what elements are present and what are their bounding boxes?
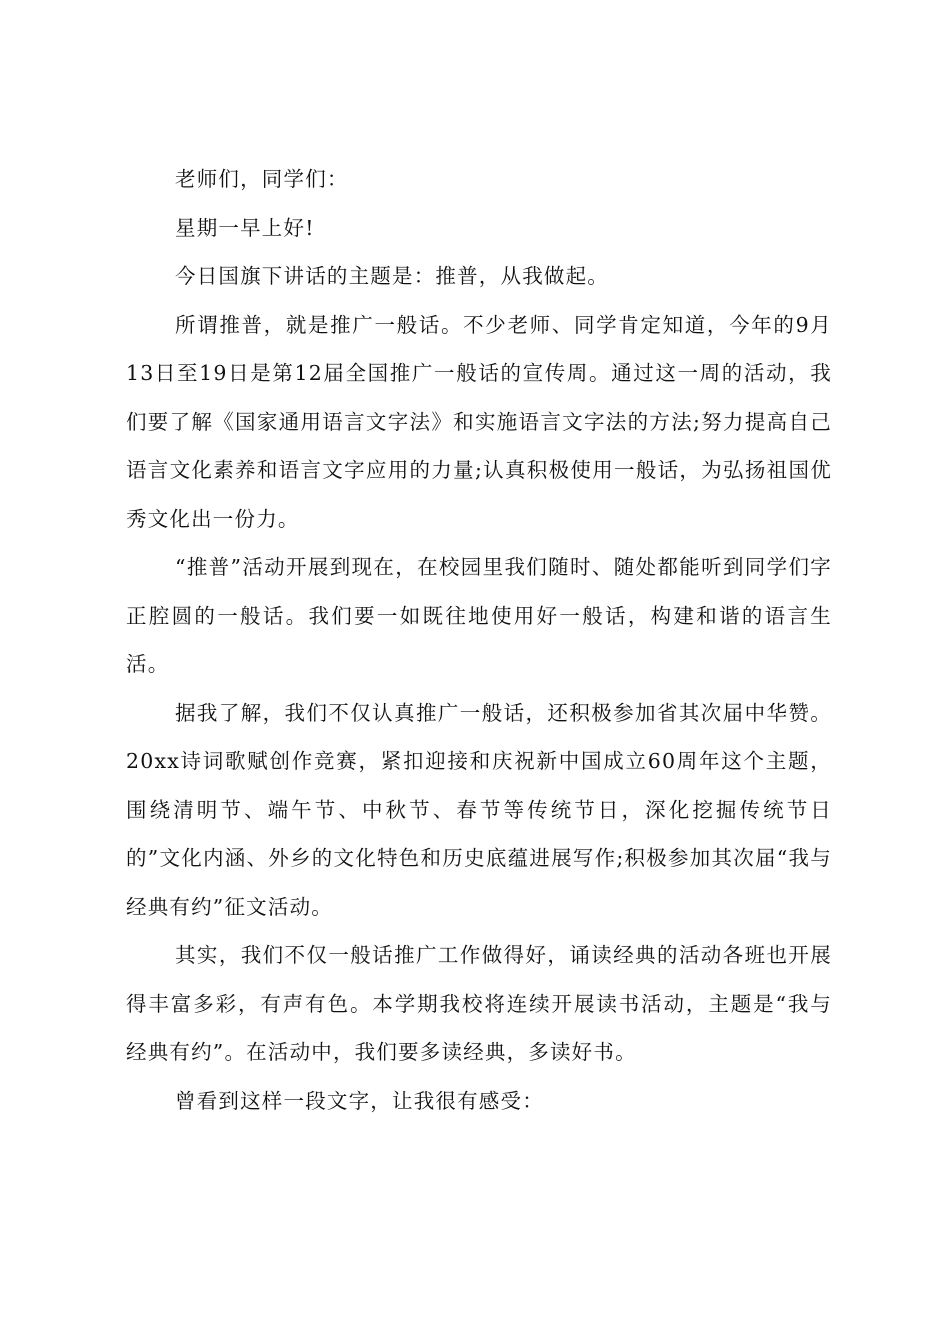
morning-greeting-paragraph: 星期一早上好! — [175, 215, 315, 240]
body-paragraph: 其实，我们不仅一般话推广工作做得好，诵读经典的活动各班也开展得丰富多彩，有声有色。本学期我校将连续开展读书活动，主题是“我与经典有约”。在活动中，我们要多读经典，多读好书。 — [126, 943, 832, 1064]
body-paragraph: “推普”活动开展到现在，在校园里我们随时、随处都能听到同学们字正腔圆的一般话。我们要一如既往地使用好一般话，构建和谐的语言生活。 — [126, 555, 832, 676]
speech-body — [126, 155, 832, 1125]
greeting-paragraph: 老师们，同学们： — [175, 167, 349, 191]
body-paragraph: 曾看到这样一段文字，让我很有感受： — [175, 1088, 544, 1113]
body-paragraph: 所谓推普，就是推广一般话。不少老师、同学肯定知道，今年的9月13日至19日是第12届全国推广一般话的宣传周。通过这一周的活动，我们要了解《国家通用语言文字法》和实施语言文字法的方法;努力提高自己语言文化素养和语言文字应用的力量;认真积极使用一般话，为弘扬祖国优秀文化出一份力。 — [126, 312, 832, 531]
body-paragraph: 据我了解，我们不仅认真推广一般话，还积极参加省其次届中华赞。20xx诗词歌赋创作竞赛，紧扣迎接和庆祝新中国成立60周年这个主题，围绕清明节、端午节、中秋节、春节等传统节日，深化挖掘传统节日的”文化内涵、外乡的文化特色和历史底蕴进展写作;积极参加其次届“我与经典有约”征文活动。 — [126, 700, 832, 919]
theme-paragraph: 今日国旗下讲话的主题是：推普，从我做起。 — [175, 264, 609, 288]
